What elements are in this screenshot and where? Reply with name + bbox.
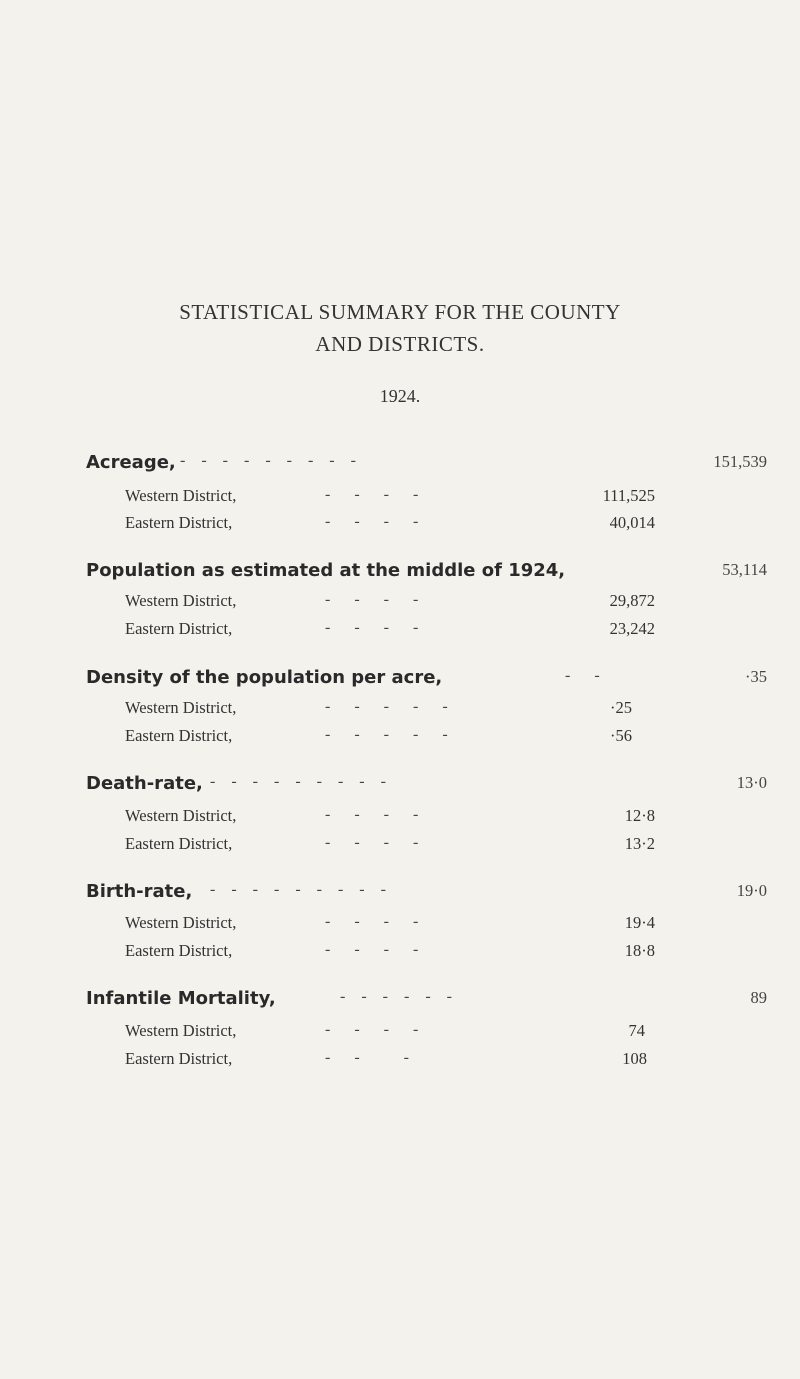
dot-leaders: - - - - [325, 806, 419, 823]
dot-leaders: - - - [325, 1049, 409, 1066]
dot-leaders: - - [565, 667, 600, 684]
district-label: Western District, [125, 1021, 237, 1040]
district-label: Western District, [125, 486, 237, 505]
dot-leaders: - - - - - - - - - [180, 452, 356, 469]
section-header-population [0, 560, 800, 586]
district-label: Western District, [125, 806, 237, 825]
district-label: Eastern District, [125, 726, 233, 745]
dot-leaders: - - - - [325, 619, 419, 636]
district-value: 23,242 [609, 619, 655, 638]
dot-leaders: - - - - [325, 1021, 419, 1038]
district-value: ·25 [610, 698, 632, 717]
section-total: 13·0 [736, 773, 767, 792]
district-value: 40,014 [609, 513, 655, 532]
section-header-death-rate [0, 773, 800, 799]
district-label: Western District, [125, 698, 237, 717]
section-label: Acreage, [86, 452, 176, 473]
district-label: Western District, [125, 913, 237, 932]
section-total: 19·0 [736, 881, 767, 900]
dot-leaders: - - - - [325, 486, 419, 503]
dot-leaders: - - - - [325, 513, 419, 530]
district-value: 18·8 [624, 941, 655, 960]
sub-row [0, 726, 800, 752]
district-value: ·56 [610, 726, 632, 745]
district-value: 108 [622, 1049, 647, 1068]
sub-row [0, 698, 800, 724]
section-header-birth-rate [0, 881, 800, 907]
section-label: Infantile Mortality, [86, 988, 276, 1009]
sub-row [0, 941, 800, 967]
section-label: Population as estimated at the middle of 1924, [86, 560, 566, 581]
district-label: Western District, [125, 591, 237, 610]
sub-row [0, 1021, 800, 1047]
district-value: 29,872 [609, 591, 655, 610]
document-title-continued: AND DISTRICTS. [315, 332, 485, 356]
dot-leaders: - - - - [325, 834, 419, 851]
district-value: 74 [628, 1021, 645, 1040]
dot-leaders: - - - - - - - - - [210, 773, 386, 790]
district-value: 13·2 [624, 834, 655, 853]
sub-row [0, 834, 800, 860]
document-title: STATISTICAL SUMMARY FOR THE COUNTY [179, 300, 621, 324]
section-total: 89 [750, 988, 767, 1007]
dot-leaders: - - - - - [325, 698, 448, 715]
district-label: Eastern District, [125, 619, 233, 638]
section-label: Density of the population per acre, [86, 667, 443, 688]
dot-leaders: - - - - [325, 913, 419, 930]
section-total: ·35 [745, 667, 767, 686]
district-label: Eastern District, [125, 513, 233, 532]
dot-leaders: - - - - [325, 591, 419, 608]
section-header-infantile-mortality [0, 988, 800, 1014]
district-value: 111,525 [602, 486, 655, 505]
district-label: Eastern District, [125, 941, 233, 960]
dot-leaders: - - - - - - - - - [210, 881, 386, 898]
section-total: 151,539 [713, 452, 767, 471]
section-label: Birth-rate, [86, 881, 193, 902]
district-label: Eastern District, [125, 1049, 233, 1068]
sub-row [0, 1049, 800, 1075]
dot-leaders: - - - - [325, 941, 419, 958]
sub-row [0, 486, 800, 512]
district-value: 19·4 [624, 913, 655, 932]
report-year: 1924. [379, 386, 421, 406]
sub-row [0, 806, 800, 832]
district-value: 12·8 [624, 806, 655, 825]
dot-leaders: - - - - - [325, 726, 448, 743]
section-label: Death-rate, [86, 773, 203, 794]
sub-row [0, 913, 800, 939]
section-total: 53,114 [722, 560, 767, 579]
district-label: Eastern District, [125, 834, 233, 853]
section-header-acreage [0, 452, 800, 478]
sub-row [0, 591, 800, 617]
section-header-density [0, 667, 800, 693]
dot-leaders: - - - - - - [340, 988, 452, 1005]
sub-row [0, 513, 800, 539]
sub-row [0, 619, 800, 645]
